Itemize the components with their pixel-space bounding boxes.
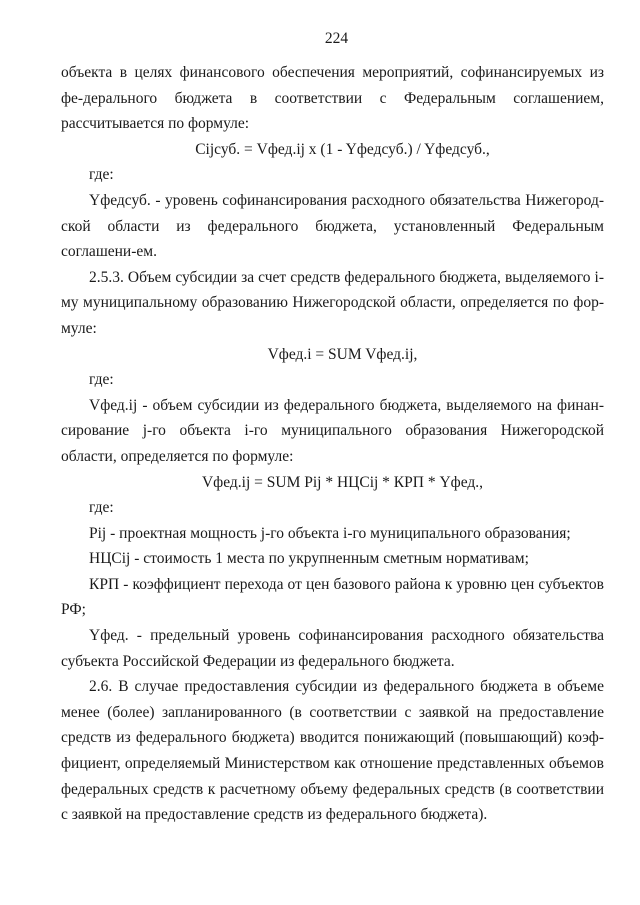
definition-pij: Pij - проектная мощность j-го объекта i-го муниципального образования; [89, 524, 571, 542]
where-label: где: [89, 166, 114, 184]
paragraph-formula-intro: объекта в целях финансового обеспечения мероприятий, софинансируемых из фе-дерального бюджета в соответствии с Федеральным соглашением, рассчитывается по формуле: [61, 64, 604, 133]
definition-yfed: Yфед. - предельный уровень софинансирования расходного обязательства субъекта Российской Федерации из федерального бюджета. [61, 627, 604, 670]
definition-krp: КРП - коэффициент перехода от цен базового района к уровню цен субъектов РФ; [61, 575, 604, 619]
formula-vfed-i: Vфед.i = SUM Vфед.ij, [267, 345, 418, 363]
definition-yfedsub: Yфедсуб. - уровень софинансирования расходного обязательства Нижегород-ской области из федерального бюджета, установленный Федеральным соглашени-ем. [61, 191, 604, 261]
formula-cij-sub: Cijсуб. = Vфед.ij x (1 - Yфедсуб.) / Yфедсуб., [195, 140, 490, 158]
definition-vfed-ij: Vфед.ij - объем субсидии из федерального бюджета, выделяемого на финан-сирование j-го объекта i-го муниципального образования Нижегородской области, определяется по формуле: [61, 396, 604, 465]
where-label: где: [89, 371, 114, 389]
section-2-5-3: 2.5.3. Объем субсидии за счет средств федерального бюджета, выделяемого i-му муниципальному образованию Нижегородской области, определяется по фор-муле: [61, 268, 604, 337]
where-label: где: [89, 499, 114, 517]
section-2-6: 2.6. В случае предоставления субсидии из федерального бюджета в объеме менее (более) запланированного (в соответствии с заявкой на предоставление средств из федерального бюджета) вводится понижающий (повышающий) коэф-фициент, определяемый Министерством как отношение представленных объемов федеральных средств к расчетному объему федеральных средств (в соответствии с заявкой на предоставление средств из федерального бюджета). [61, 678, 604, 824]
page-number: 224 [324, 30, 349, 47]
formula-vfed-ij: Vфед.ij = SUM Pij * НЦСij * КРП * Yфед., [201, 473, 484, 491]
definition-ncsij: НЦСij - стоимость 1 места по укрупненным сметным нормативам; [89, 550, 529, 568]
